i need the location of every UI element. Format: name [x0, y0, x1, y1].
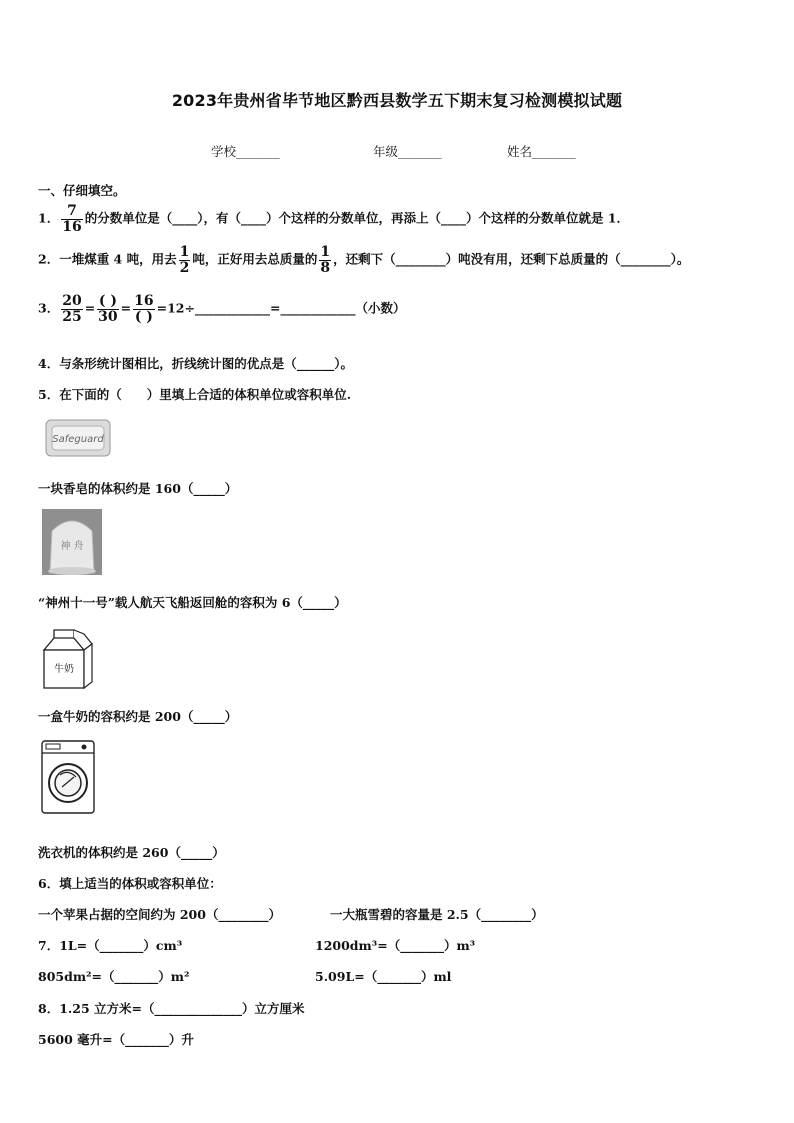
question-text: 2．一堆煤重 4 吨，用去 [38, 251, 177, 267]
fraction: $\frac{16}{( )}$ [134, 293, 154, 325]
section-heading: 一、仔细填空。 [38, 183, 126, 198]
fraction: $\frac{( )}{30}$ [98, 293, 118, 325]
washer-question: 洗衣机的体积约是 260（_____） [38, 845, 225, 860]
question-text: =12÷____________=____________（小数） [156, 300, 406, 316]
milk-carton-image [40, 628, 96, 690]
fraction: $\frac{7}{16}$ [62, 203, 82, 235]
equals-sign: = [120, 300, 132, 316]
equals-sign: = [84, 300, 96, 316]
milk-question: 一盒牛奶的容积约是 200（_____） [38, 709, 238, 724]
question-number: 1． [38, 210, 60, 226]
question-1 [38, 204, 629, 234]
soap-image [44, 416, 112, 460]
school-field: 学校_______ [211, 144, 280, 159]
milk-label: 牛奶 [54, 664, 74, 675]
question-7a: 7．1L=（_______）cm³ [38, 938, 183, 953]
grade-field: 年级_______ [373, 144, 442, 159]
soap-brand: Safeguard [52, 434, 104, 445]
fraction: $\frac{1}{8}$ [320, 244, 331, 276]
question-8b: 5600 毫升=（_______）升 [38, 1032, 194, 1047]
question-text: 吨，正好用去总质量的 [192, 251, 318, 267]
question-7d: 5.09L=（_______）ml [315, 969, 452, 984]
question-8a: 8．1.25 立方米=（______________）立方厘米 [38, 1001, 305, 1016]
capsule-label: 神 舟 [60, 541, 84, 552]
question-6: 6．填上适当的体积或容积单位： [38, 876, 222, 891]
fraction: $\frac{20}{25}$ [62, 293, 82, 325]
question-2 [38, 245, 689, 275]
question-7c: 805dm²=（_______）m² [38, 969, 190, 984]
capsule-image [42, 509, 102, 575]
washing-machine-image [40, 739, 96, 815]
question-4: 4．与条形统计图相比，折线统计图的优点是（______）。 [38, 356, 353, 371]
name-field: 姓名_______ [507, 144, 576, 159]
question-text: 的分数单位是（____），有（____）个这样的分数单位，再添上（____）个这样的分数单位就是 1． [84, 210, 629, 226]
question-number: 3． [38, 300, 60, 316]
capsule-question: “神州十一号”载人航天飞船返回舱的容积为 6（_____） [38, 595, 347, 610]
apple-question: 一个苹果占据的空间约为 200（________） [38, 907, 281, 922]
question-text: ，还剩下（________）吨没有用，还剩下总质量的（________）。 [333, 251, 690, 267]
sprite-question: 一大瓶雪碧的容量是 2.5（________） [330, 907, 544, 922]
question-7b: 1200dm³=（_______）m³ [315, 938, 476, 953]
soap-question: 一块香皂的体积约是 160（_____） [38, 481, 238, 496]
page-title: 2023年贵州省毕节地区黔西县数学五下期末复习检测模拟试题 [171, 91, 623, 110]
fraction: $\frac{1}{2}$ [179, 244, 190, 276]
question-5: 5．在下面的（ ）里填上合适的体积单位或容积单位. [38, 387, 352, 402]
question-3 [38, 294, 405, 324]
